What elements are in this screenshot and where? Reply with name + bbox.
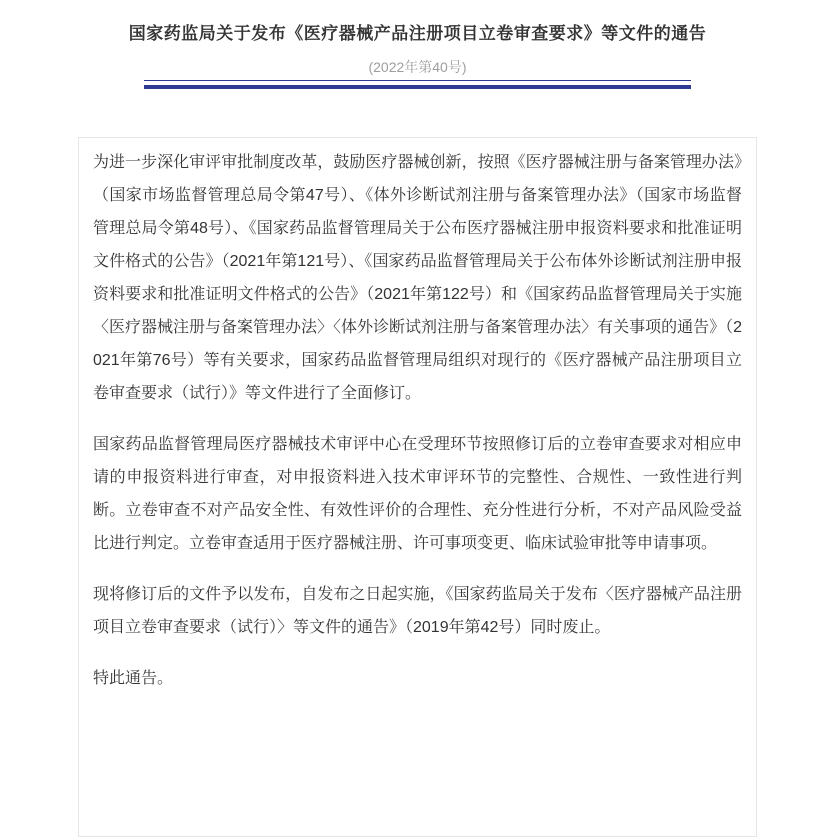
notice-paragraph: 为进一步深化审评审批制度改革，鼓励医疗器械创新，按照《医疗器械注册与备案管理办法》（国家市场监督管理总局令第47号）、《体外诊断试剂注册与备案管理办法》（国家市场监督管理总局令第48号）、《国家药品监督管理局关于公布医疗器械注册申报资料要求和批准证明文件格式的公告》（2021年第121号）、《国家药品监督管理局关于公布体外诊断试剂注册申报资料要求和批准证明文件格式的公告》（2021年第122号）和《国家药品监督管理局关于实施〈医疗器械注册与备案管理办法〉〈体外诊断试剂注册与备案管理办法〉有关事项的通告》（2021年第76号）等有关要求，国家药品监督管理局组织对现行的《医疗器械产品注册项目立卷审查要求（试行）》等文件进行了全面修订。: [93, 154, 742, 402]
notice-paragraph: 特此通告。: [93, 670, 174, 687]
header-divider: [144, 80, 691, 89]
notice-paragraph: 现将修订后的文件予以发布，自发布之日起实施，《国家药监局关于发布〈医疗器械产品注册项目立卷审查要求（试行）〉等文件的通告》（2019年第42号）同时废止。: [93, 586, 742, 636]
notice-paragraph: 国家药品监督管理局医疗器械技术审评中心在受理环节按照修订后的立卷审查要求对相应申请的申报资料进行审查，对申报资料进入技术审评环节的完整性、合规性、一致性进行判断。立卷审查不对产品安全性、有效性评价的合理性、充分性进行分析，不对产品风险受益比进行判定。立卷审查适用于医疗器械注册、许可事项变更、临床试验审批等申请事项。: [93, 436, 742, 552]
page-title: 国家药监局关于发布《医疗器械产品注册项目立卷审查要求》等文件的通告: [128, 24, 707, 43]
issue-number: (2022年第40号): [368, 59, 467, 75]
notice-body-card: [78, 137, 757, 837]
divider-thick-line: [144, 85, 691, 89]
divider-thin-line: [144, 80, 691, 81]
notice-header: [78, 0, 757, 89]
